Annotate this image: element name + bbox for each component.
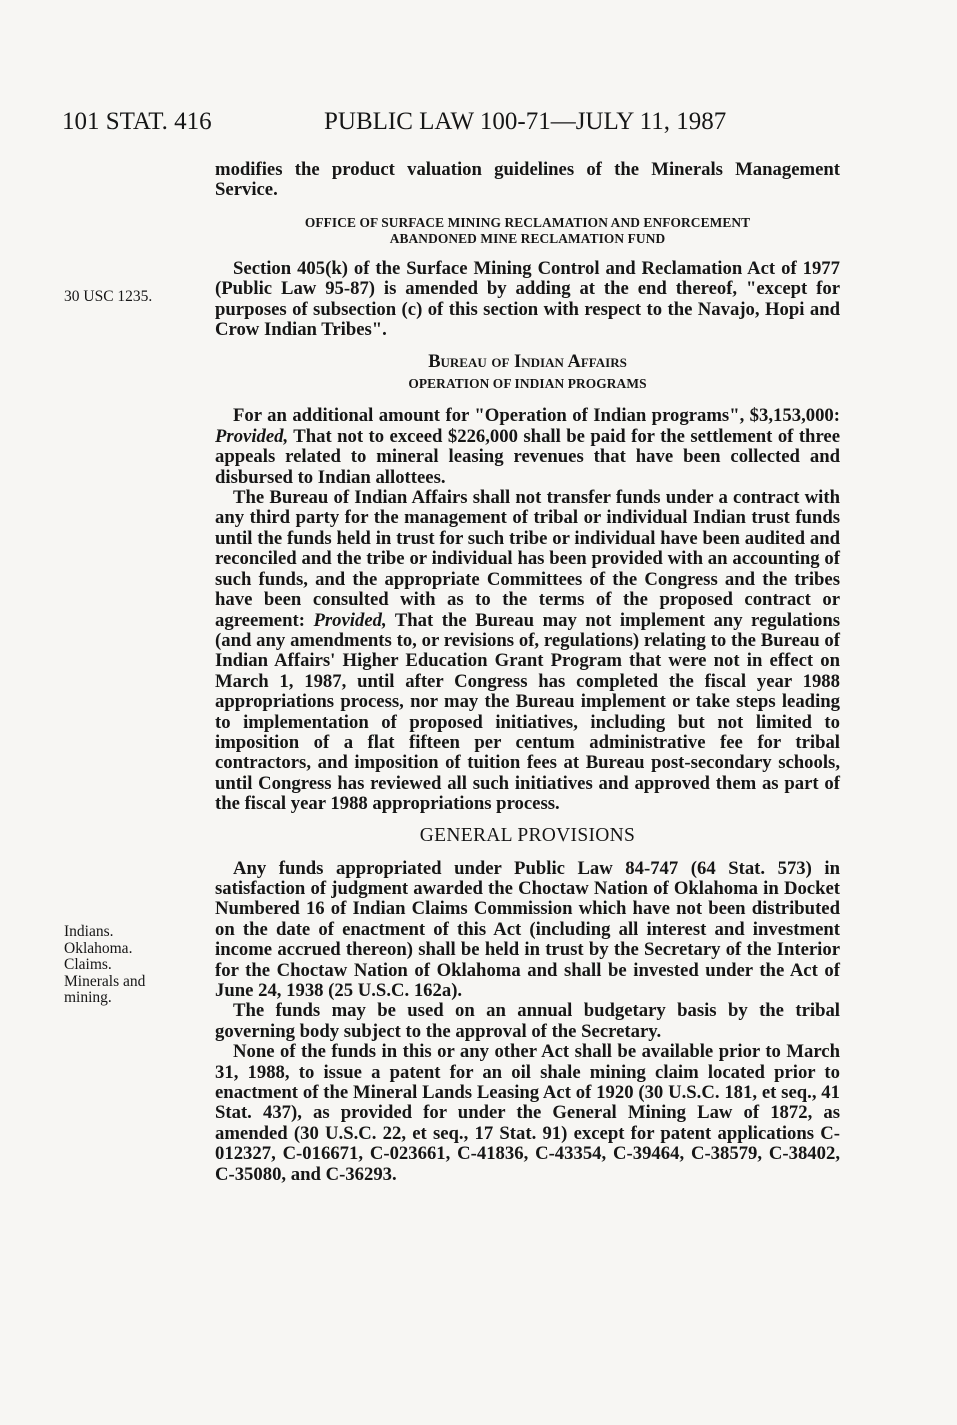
margin-note-line: Minerals and	[64, 972, 146, 990]
statute-reference: 101 STAT. 416	[62, 108, 212, 135]
operation-heading: OPERATION OF INDIAN PROGRAMS	[408, 376, 647, 392]
office-heading: OFFICE OF SURFACE MINING RECLAMATION AND ENFORCEMENT	[304, 214, 751, 230]
oil-shale-paragraph: None of the funds in this or any other Act shall be available prior to March 31, 1988, to issue a patent for an oil shale mining claim located prior to enactment of the Mineral Lands Leasing Act of 1920 (30 U.S.C. 181, et seq., 41 Stat. 437), as provided for under the General Mining Law of 1872, as amended (30 U.S.C. 22, et seq., 17 Stat. 91) except for patent applications C-012327, C-016671, C-023661, C-41836, C-43354, C-39464, C-38579, C-38402, C-35080, and C-36293.	[215, 1041, 840, 1185]
operation-paragraph	[215, 406, 840, 488]
section-405-paragraph: Section 405(k) of the Surface Mining Control and Reclamation Act of 1977 (Public Law 95-87) is amended by adding at the end thereof, "except for purposes of subsection (c) of this section with respect to the Navajo, Hopi and Crow Indian Tribes".	[215, 257, 840, 341]
funds-paragraph: The funds may be used on an annual budgetary basis by the tribal governing body subject to the approval of the Secretary.	[215, 1000, 840, 1042]
general-provisions-heading: GENERAL PROVISIONS	[419, 824, 636, 846]
operation-text-part1: For an additional amount for "Operation of Indian programs", $3,153,000:	[233, 405, 840, 427]
margin-note-line: Indians.	[64, 923, 114, 940]
continuation-paragraph: modifies the product valuation guidelines of the Minerals Management Service.	[215, 159, 840, 201]
margin-note-line: Oklahoma.	[64, 939, 133, 957]
body-text	[215, 160, 840, 1185]
provided-term: Provided,	[313, 609, 387, 631]
bureau-text-part1: The Bureau of Indian Affairs shall not transfer funds under a contract with any third party for the management of tribal or individual Indian trust funds until the funds held in trust for such tribe or individual have been audited and reconciled and the tribe or individual has been provided with an accounting of such funds, and the appropriate Committees of the Congress and the tribes have been consulted with as to the terms of the proposed contract or agreement:	[215, 487, 840, 631]
bureau-heading: Bureau of Indian Affairs	[428, 352, 627, 373]
margin-note-line: Claims.	[64, 956, 112, 973]
fund-heading: ABANDONED MINE RECLAMATION FUND	[389, 230, 666, 246]
margin-note-line: mining.	[64, 989, 112, 1006]
bureau-paragraph	[215, 488, 840, 815]
page-header	[62, 108, 842, 138]
margin-note-indians	[64, 924, 194, 1007]
operation-text-part2: That not to exceed $226,000 shall be paid for the settlement of three appeals related to mineral leasing revenues that have been collected and disbursed to Indian allottees.	[215, 425, 840, 488]
provided-term: Provided,	[215, 425, 289, 447]
public-law-title: PUBLIC LAW 100-71—JULY 11, 1987	[324, 108, 727, 135]
margin-note-usc: 30 USC 1235.	[64, 288, 153, 305]
bureau-text-part2: That the Bureau may not implement any regulations (and any amendments to, or revisions of, regulations) relating to the Bureau of Indian Affairs' Higher Education Grant Program that were not in effect on March 1, 1987, until after Congress has completed the fiscal year 1988 appropriations process, nor may the Bureau implement or take steps leading to implementation of proposed initiatives, including but not limited to imposition of a flat fifteen per centum administrative fee for tribal contractors, and imposition of tuition fees at Bureau post-secondary schools, until Congress has reviewed all such initiatives and approved them as part of the fiscal year 1988 appropriations process.	[215, 609, 841, 815]
choctaw-paragraph: Any funds appropriated under Public Law 84-747 (64 Stat. 573) in satisfaction of judgment awarded the Choctaw Nation of Oklahoma in Docket Numbered 16 of Indian Claims Commission which have not been distributed on the date of enactment of this Act (including all interest and investment income accrued thereon) shall be held in trust by the Secretary of the Interior for the Choctaw Nation of Oklahoma and shall be invested under the Act of June 24, 1938 (25 U.S.C. 162a).	[215, 857, 840, 1001]
